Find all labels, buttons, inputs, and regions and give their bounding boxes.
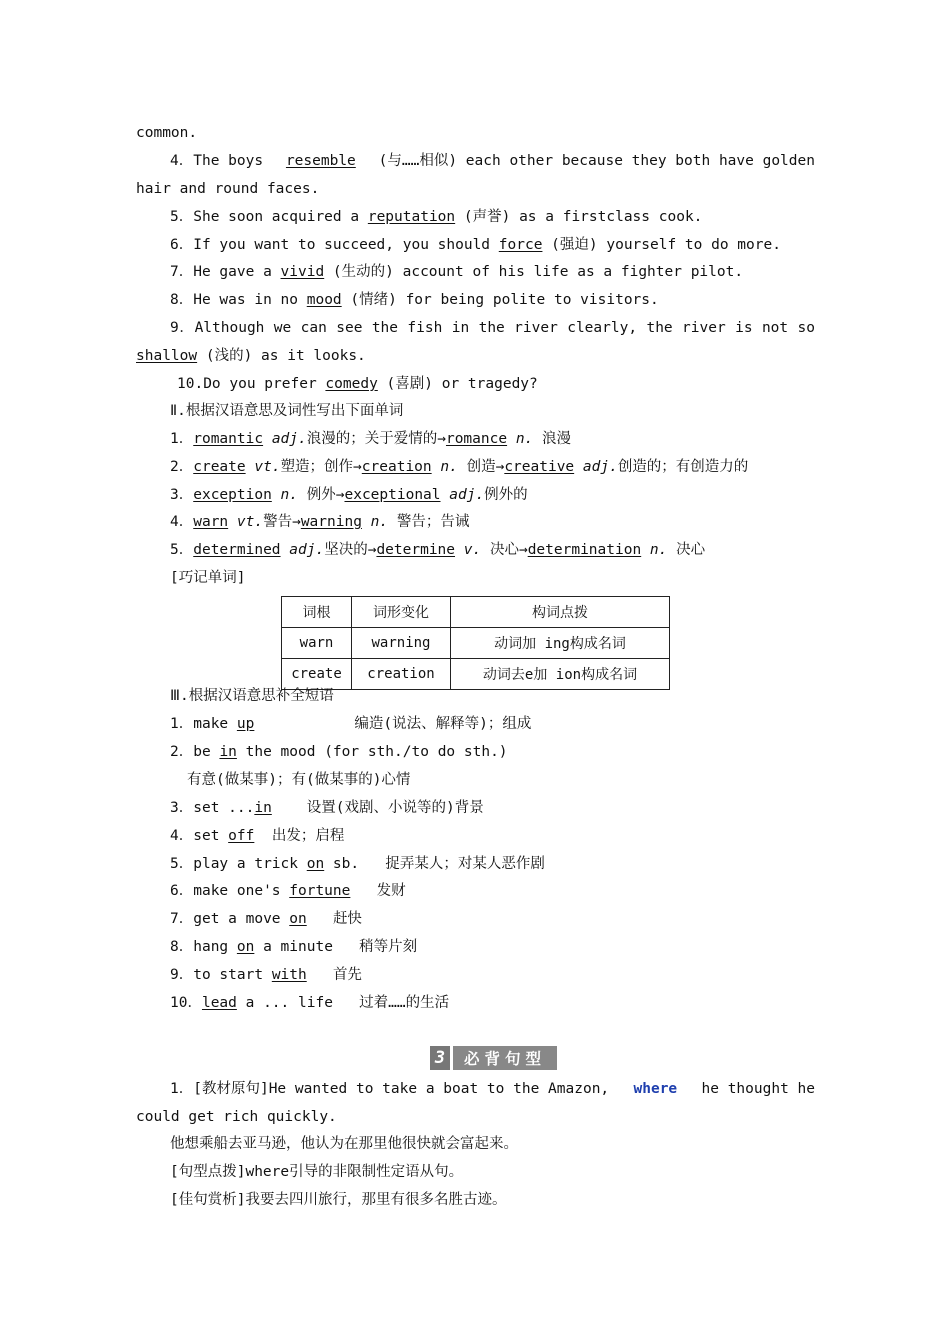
- table-cell: 动词去e加 ion构成名词: [451, 659, 670, 690]
- phrase-text: 9．to start: [170, 967, 264, 983]
- sentence-8: [170, 290, 659, 310]
- table-row: [282, 628, 670, 659]
- meaning: 出发；启程: [271, 828, 345, 844]
- text-line: could get rich quickly.: [136, 1109, 337, 1125]
- answer-word: fortune: [289, 883, 351, 899]
- sentence-text: 8．He was in no: [170, 292, 298, 308]
- example-note: [佳句赏析]我要去四川旅行，那里有很多名胜古迹。: [170, 1192, 507, 1208]
- word-item-1: [170, 429, 571, 449]
- memo-label: [巧记单词]: [170, 570, 246, 586]
- section-banner: [430, 1046, 557, 1070]
- sentence-text: 5．She soon acquired a: [170, 209, 360, 225]
- answer-word: shallow: [136, 348, 198, 364]
- answer-word: warn: [193, 514, 229, 530]
- meaning: 决心: [676, 542, 706, 558]
- table-cell: 动词加 ing构成名词: [451, 628, 670, 659]
- answer-word: reputation: [367, 209, 456, 225]
- sentence-10: [177, 374, 538, 394]
- answer-word: exception: [193, 487, 272, 503]
- text-line: common.: [136, 125, 198, 141]
- key-sentence-1: [170, 1079, 815, 1099]
- item-number: 3．: [170, 487, 194, 503]
- highlight-word: where: [633, 1081, 678, 1097]
- word-item-5: [170, 540, 705, 560]
- answer-word: exceptional: [344, 487, 441, 503]
- meaning: 创造→: [466, 459, 505, 475]
- item-number: 5．: [170, 542, 194, 558]
- meaning: 首先: [332, 967, 362, 983]
- sentence-text: (声誉) as a firstclass cook.: [455, 209, 703, 225]
- sentence-6: [170, 235, 781, 255]
- table-cell: create: [282, 659, 352, 690]
- phrase-text: 6．make one's: [170, 883, 281, 899]
- phrase-item-4: [170, 826, 344, 846]
- section-heading: Ⅲ.根据汉语意思补全短语: [170, 688, 334, 704]
- table-cell: warning: [352, 628, 451, 659]
- meaning: 过着……的生活: [359, 995, 450, 1011]
- sentence-text: 1．[教材原句]He wanted to take a boat to the Amazon,: [170, 1081, 610, 1097]
- phrase-text: 4．set: [170, 828, 220, 844]
- table-header: 词根: [282, 597, 352, 628]
- answer-word: resemble: [285, 153, 356, 169]
- meaning: 编造(说法、解释等)；组成: [354, 716, 532, 732]
- meaning: 浪漫: [542, 431, 572, 447]
- phrase-text: a ... life: [236, 995, 333, 1011]
- table-row: [282, 659, 670, 690]
- phrase-text: the mood (for sth./to do sth.): [236, 744, 508, 760]
- sentence-text: 6．If you want to succeed, you should: [170, 237, 491, 253]
- meaning: 有意(做某事)；有(做某事的)心情: [187, 772, 411, 788]
- sentence-9: 9．Although we can see the fish in the river clearly, the river is not so: [170, 320, 815, 336]
- text-line: hair and round faces.: [136, 181, 320, 197]
- answer-word: force: [498, 237, 543, 253]
- sentence-text: 10.Do you prefer: [177, 376, 317, 392]
- phrase-text: 8．hang: [170, 939, 229, 955]
- item-number: 1．: [170, 431, 194, 447]
- answer-word: in: [219, 744, 237, 760]
- answer-word: comedy: [325, 376, 378, 392]
- answer-word: on: [306, 856, 325, 872]
- meaning: 例外→: [306, 487, 345, 503]
- answer-word: mood: [306, 292, 342, 308]
- sentence-7: [170, 262, 743, 282]
- answer-word: off: [228, 828, 255, 844]
- answer-word: determination: [527, 542, 642, 558]
- sentence-9-cont: [136, 346, 366, 366]
- table-cell: creation: [352, 659, 451, 690]
- answer-word: warning: [300, 514, 362, 530]
- answer-word: determine: [376, 542, 456, 558]
- answer-word: on: [289, 911, 307, 927]
- meaning: 塑造；创作→: [280, 459, 362, 475]
- meaning: 创造的；有创造力的: [617, 459, 749, 475]
- phrase-item-3: [170, 798, 484, 818]
- word-item-4: [170, 512, 469, 532]
- phrase-item-5: [170, 854, 545, 874]
- table-header: 词形变化: [352, 597, 451, 628]
- meaning: 稍等片刻: [359, 939, 418, 955]
- answer-word: create: [193, 459, 246, 475]
- phrase-item-2: [170, 742, 508, 762]
- phrase-text: a minute: [254, 939, 333, 955]
- phrase-item-7: [170, 909, 362, 929]
- phrase-text: 7．get a move: [170, 911, 281, 927]
- phrase-text: sb.: [324, 856, 360, 872]
- answer-word: vivid: [280, 264, 325, 280]
- part-of-speech: n.: [440, 459, 458, 475]
- meaning: 捉弄某人；对某人恶作剧: [385, 856, 545, 872]
- section-number: 3: [430, 1046, 450, 1070]
- phrase-item-1: [170, 714, 531, 734]
- part-of-speech: adj.: [582, 459, 618, 475]
- item-number: 2．: [170, 459, 194, 475]
- phrase-item-8: [170, 937, 417, 957]
- answer-word: on: [236, 939, 255, 955]
- table-header-row: [282, 597, 670, 628]
- answer-word: determined: [193, 542, 281, 558]
- part-of-speech: vt.: [236, 514, 264, 530]
- phrase-text: 1．make: [170, 716, 229, 732]
- answer-word: creative: [504, 459, 575, 475]
- part-of-speech: adj.: [271, 431, 307, 447]
- part-of-speech: vt.: [254, 459, 281, 475]
- sentence-text: he thought he: [701, 1081, 815, 1097]
- answer-word: romance: [445, 431, 508, 447]
- meaning: 警告；告诫: [396, 514, 470, 530]
- part-of-speech: n.: [370, 514, 389, 530]
- part-of-speech: n.: [649, 542, 668, 558]
- phrase-item-9: [170, 965, 362, 985]
- part-of-speech: n.: [515, 431, 534, 447]
- phrase-item-10: [170, 993, 449, 1013]
- answer-word: creation: [361, 459, 432, 475]
- word-formation-table: [281, 596, 670, 690]
- section-title: 必背句型: [453, 1046, 557, 1070]
- meaning: 设置(戏剧、小说等的)背景: [306, 800, 484, 816]
- phrase-item-6: [170, 881, 406, 901]
- meaning: 警告→: [263, 514, 301, 530]
- sentence-text: (与……相似) each other because they both have golden: [378, 153, 815, 169]
- answer-word: with: [271, 967, 307, 983]
- meaning: 坚决的→: [324, 542, 377, 558]
- sentence-text: (情绪) for being polite to visitors.: [341, 292, 659, 308]
- table-cell: warn: [282, 628, 352, 659]
- sentence-text: (喜剧) or tragedy?: [377, 376, 538, 392]
- pattern-note: [句型点拨]where引导的非限制性定语从句。: [170, 1164, 464, 1180]
- sentence-text: (浅的) as it looks.: [197, 348, 366, 364]
- answer-word: in: [254, 800, 272, 816]
- phrase-text: 2．be: [170, 744, 211, 760]
- meaning: 决心→: [489, 542, 528, 558]
- answer-word: lead: [201, 995, 237, 1011]
- meaning: 赶快: [332, 911, 362, 927]
- phrase-text: 5．play a trick: [170, 856, 298, 872]
- phrase-text: 10．: [170, 995, 202, 1011]
- sentence-text: (生动的) account of his life as a fighter pilot.: [324, 264, 744, 280]
- part-of-speech: v.: [463, 542, 482, 558]
- translation: 他想乘船去亚马逊，他认为在那里他很快就会富起来。: [170, 1136, 518, 1152]
- meaning: 浪漫的；关于爱情的→: [306, 431, 446, 447]
- sentence-text: 7．He gave a: [170, 264, 272, 280]
- sentence-5: [170, 207, 702, 227]
- word-item-2: [170, 457, 748, 477]
- table-header: 构词点拨: [451, 597, 670, 628]
- sentence-text: (强迫) yourself to do more.: [542, 237, 781, 253]
- part-of-speech: n.: [280, 487, 299, 503]
- answer-word: romantic: [193, 431, 264, 447]
- sentence-4: [170, 151, 815, 171]
- part-of-speech: adj.: [449, 487, 485, 503]
- word-item-3: [170, 485, 528, 505]
- phrase-text: 3．set ...: [170, 800, 255, 816]
- meaning: 例外的: [484, 487, 528, 503]
- answer-word: up: [236, 716, 255, 732]
- item-number: 4．: [170, 514, 194, 530]
- section-heading: Ⅱ.根据汉语意思及词性写出下面单词: [170, 403, 404, 419]
- sentence-text: 4．The boys: [170, 153, 264, 169]
- part-of-speech: adj.: [289, 542, 325, 558]
- meaning: 发财: [376, 883, 406, 899]
